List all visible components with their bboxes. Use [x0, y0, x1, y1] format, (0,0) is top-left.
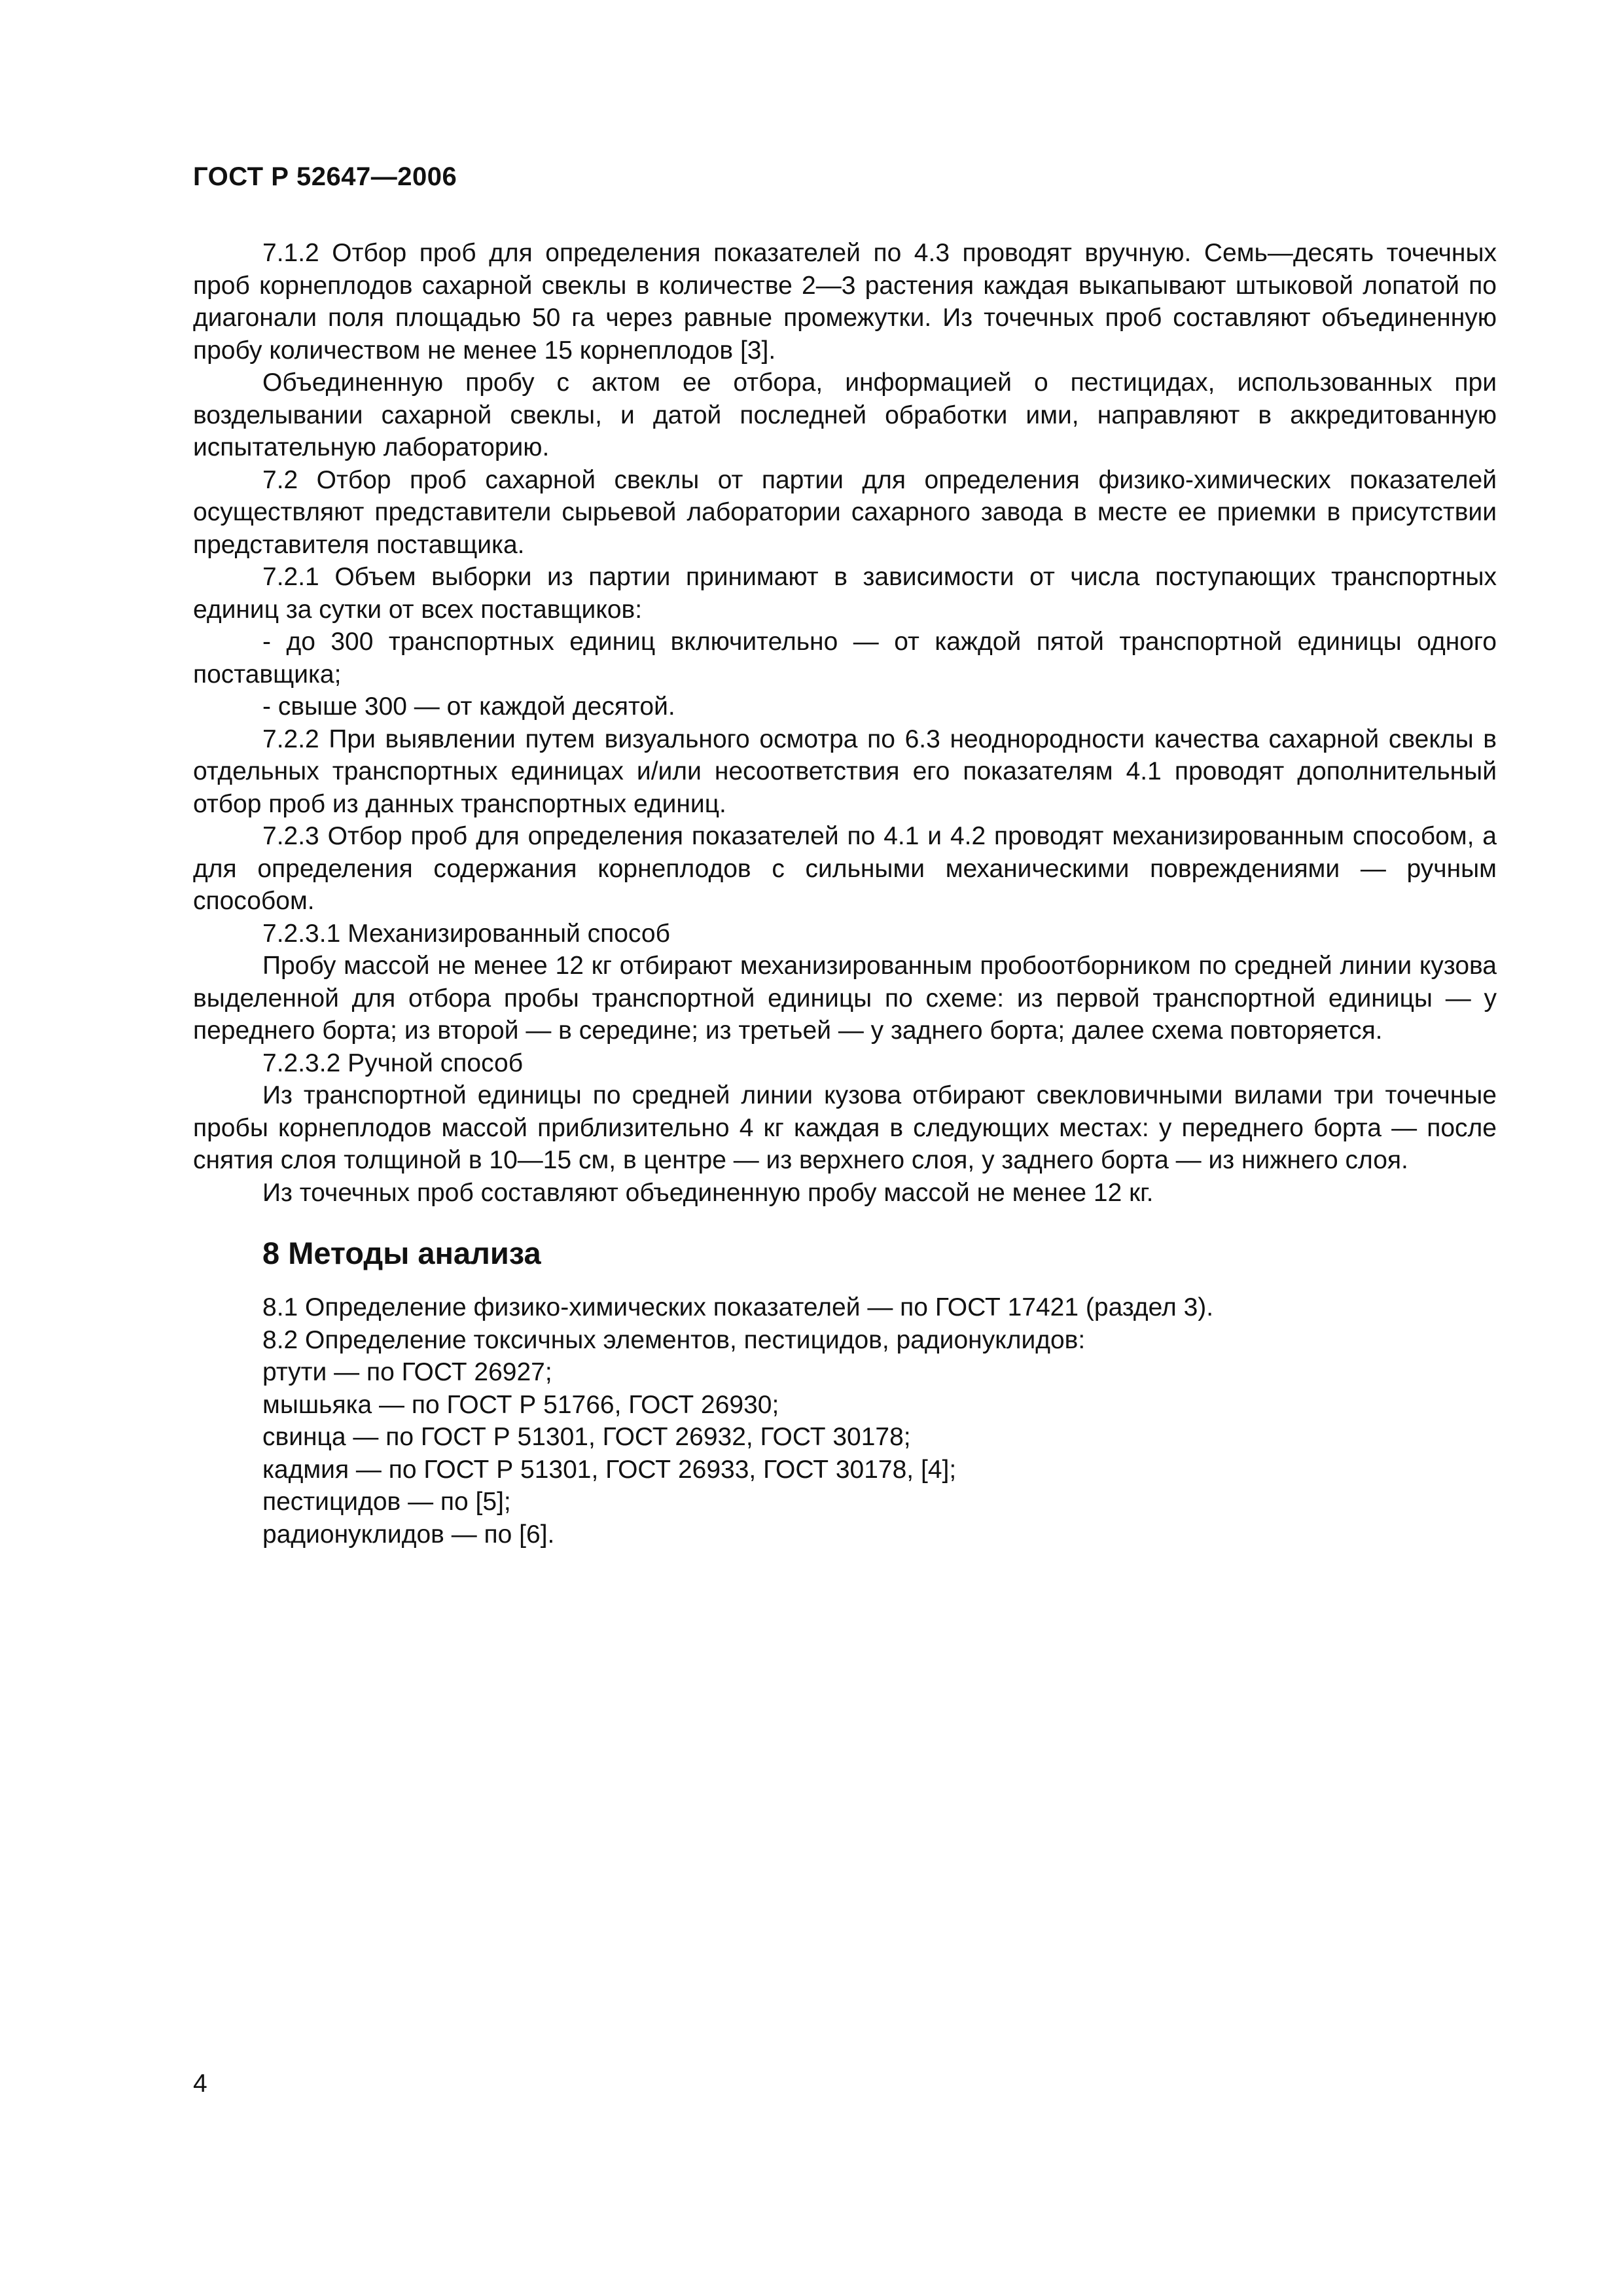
- page-number: 4: [193, 2070, 207, 2098]
- heading-7-2-3-2: 7.2.3.2 Ручной способ: [262, 1049, 524, 1077]
- section-8-item: кадмия — по ГОСТ Р 51301, ГОСТ 26933, ГОСТ 30178, [4];: [262, 1455, 957, 1484]
- list-item-up-to-300: - до 300 транспортных единиц включительно — от каждой пятой транспортной единицы одного поставщика;: [193, 628, 1497, 689]
- section-8-item: свинца — по ГОСТ Р 51301, ГОСТ 26932, ГОСТ 30178;: [262, 1423, 911, 1451]
- paragraph-7-1-2: 7.1.2 Отбор проб для определения показателей по 4.3 проводят вручную. Семь—десять точечных проб корнеплодов сахарной свеклы в количестве 2—3 растения каждая выкапывают штыковой лопатой по диагонали поля площадью 50 га через равные промежутки. Из точечных проб составляют объединенную пробу количеством не менее 15 корнеплодов [3].: [193, 239, 1497, 365]
- section-8-item: пестицидов — по [5];: [262, 1488, 511, 1516]
- paragraph-manual-method: Из транспортной единицы по средней линии кузова отбирают свекловичными вилами три точечные пробы корнеплодов массой приблизительно 4 кг каждая в следующих местах: у переднего борта — после снятия слоя толщиной в 10—15 см, в центре — из верхнего слоя, у заднего борта — из нижнего слоя.: [193, 1081, 1497, 1174]
- section-8-item: мышьяка — по ГОСТ Р 51766, ГОСТ 26930;: [262, 1390, 779, 1419]
- heading-7-2-3-1: 7.2.3.1 Механизированный способ: [262, 919, 670, 948]
- paragraph-7-2-1: 7.2.1 Объем выборки из партии принимают в зависимости от числа поступающих транспортных единиц за сутки от всех поставщиков:: [193, 563, 1497, 624]
- document-header: ГОСТ Р 52647—2006: [193, 162, 457, 191]
- section-8-item: ртути — по ГОСТ 26927;: [262, 1358, 552, 1386]
- section-8-item: 8.1 Определение физико-химических показателей — по ГОСТ 17421 (раздел 3).: [262, 1293, 1214, 1321]
- section-8-title: 8 Методы анализа: [262, 1236, 541, 1270]
- list-item-over-300: - свыше 300 — от каждой десятой.: [262, 692, 675, 721]
- section-8-item: радионуклидов — по [6].: [262, 1520, 555, 1549]
- document-body: [193, 237, 1497, 1551]
- paragraph-7-2-2: 7.2.2 При выявлении путем визуального осмотра по 6.3 неоднородности качества сахарной свеклы в отдельных транспортных единицах и/или несоответствия его показателям 4.1 проводят дополнительный отбор проб из данных транспортных единиц.: [193, 725, 1497, 818]
- paragraph-combined-sample-mass: Из точечных проб составляют объединенную пробу массой не менее 12 кг.: [262, 1178, 1154, 1207]
- section-8-item: 8.2 Определение токсичных элементов, пестицидов, радионуклидов:: [262, 1325, 1086, 1354]
- paragraph-7-2: 7.2 Отбор проб сахарной свеклы от партии для определения физико-химических показателей осуществляют представители сырьевой лаборатории сахарного завода в месте ее приемки в присутствии представителя поставщика.: [193, 465, 1497, 559]
- paragraph-combined-sample: Объединенную пробу с актом ее отбора, информацией о пестицидах, использованных при возделывании сахарной свеклы, и датой последней обработки ими, направляют в аккредитованную испытательную лабораторию.: [193, 368, 1497, 461]
- paragraph-mechanized-method: Пробу массой не менее 12 кг отбирают механизированным пробоотборником по средней линии кузова выделенной для отбора пробы транспортной единицы по схеме: из первой транспортной единицы — у переднего борта; из второй — в середине; из третьей — у заднего борта; далее схема повторяется.: [193, 952, 1497, 1045]
- paragraph-7-2-3: 7.2.3 Отбор проб для определения показателей по 4.1 и 4.2 проводят механизированным способом, а для определения содержания корнеплодов с сильными механическими повреждениями — ручным способом.: [193, 822, 1497, 915]
